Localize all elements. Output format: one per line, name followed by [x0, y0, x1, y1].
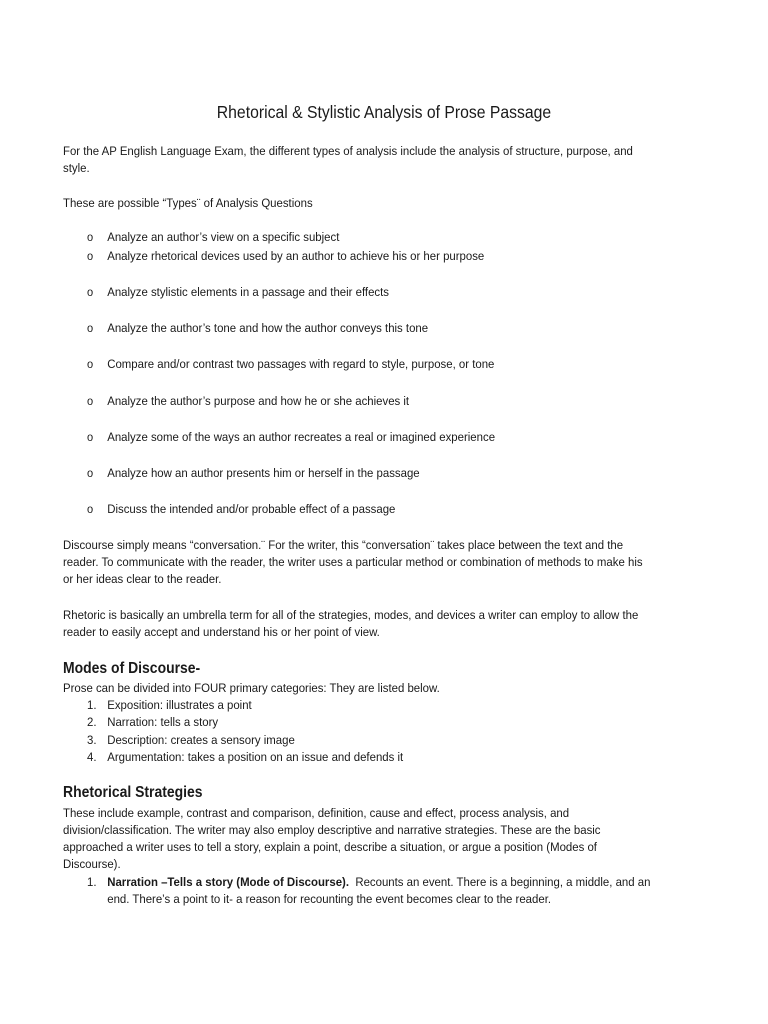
list-item-text: Analyze an author’s view on a specific subject: [107, 230, 340, 244]
list-number: 4.: [87, 750, 97, 764]
list-number: 2.: [87, 715, 97, 729]
discourse-line-1: Discourse simply means “conversation.¨ For the writer, this “conversation¨ takes place between the text and the: [63, 538, 624, 552]
intro-line-2: style.: [63, 161, 90, 175]
strategies-heading: Rhetorical Strategies: [63, 784, 203, 801]
page-title: Rhetorical & Stylistic Analysis of Prose Passage: [216, 102, 552, 122]
list-item-text: Description: creates a sensory image: [107, 733, 295, 747]
strategies-line-3: approached a writer uses to tell a story, explain a point, describe a situation, or argue a position (Modes of: [63, 840, 597, 854]
list-item-text: Compare and/or contrast two passages with regard to style, purpose, or tone: [107, 357, 495, 371]
rhetoric-paragraph: [63, 607, 707, 641]
bullet-icon: o: [87, 394, 94, 408]
narration-line-2: end. There’s a point to it- a reason for recounting the event becomes clear to the reader.: [107, 892, 552, 906]
rhetoric-line-2: reader to easily accept and understand his or her point of view.: [63, 625, 380, 639]
narration-bold-label: Narration –Tells a story (Mode of Discourse).: [107, 875, 350, 889]
list-item-text: Narration: tells a story: [107, 715, 219, 729]
list-number: 1.: [87, 698, 97, 712]
strategies-line-2: division/classification. The writer may also employ descriptive and narrative strategies. These are the basic: [63, 823, 601, 837]
bullet-icon: o: [87, 285, 94, 299]
list-item-text: Analyze stylistic elements in a passage and their effects: [107, 285, 390, 299]
bullet-icon: o: [87, 466, 94, 480]
bullet-icon: o: [87, 357, 94, 371]
modes-lead: Prose can be divided into FOUR primary categories: They are listed below.: [63, 681, 440, 695]
bullet-icon: o: [87, 230, 94, 244]
discourse-line-2: reader. To communicate with the reader, the writer uses a particular method or combination of methods to make his: [63, 555, 643, 569]
list-item-text: Analyze the author’s tone and how the author conveys this tone: [107, 321, 429, 335]
list-item-text: Argumentation: takes a position on an issue and defends it: [107, 750, 404, 764]
list-item-text: Analyze rhetorical devices used by an author to achieve his or her purpose: [107, 249, 485, 263]
list-item-text: Analyze how an author presents him or herself in the passage: [107, 466, 420, 480]
types-lead: These are possible “Types¨ of Analysis Questions: [63, 196, 313, 210]
modes-heading: Modes of Discourse-: [63, 660, 201, 677]
discourse-line-3: or her ideas clear to the reader.: [63, 572, 222, 586]
list-number: 3.: [87, 733, 97, 747]
intro-line-1: For the AP English Language Exam, the different types of analysis include the analysis of structure, purpose, and: [63, 144, 633, 158]
strategies-paragraph: [63, 805, 707, 873]
list-item-text: Discuss the intended and/or probable effect of a passage: [107, 502, 396, 516]
list-item-text: Exposition: illustrates a point: [107, 698, 252, 712]
list-item-text: Analyze the author’s purpose and how he or she achieves it: [107, 394, 410, 408]
strategies-line-4: Discourse).: [63, 857, 121, 871]
bullet-icon: o: [87, 249, 94, 263]
list-number: 1.: [87, 875, 97, 889]
list-item-text: Analyze some of the ways an author recreates a real or imagined experience: [107, 430, 496, 444]
bullet-icon: o: [87, 321, 94, 335]
rhetoric-line-1: Rhetoric is basically an umbrella term for all of the strategies, modes, and devices a writer can employ to allow the: [63, 608, 639, 622]
list-item-text: [107, 874, 650, 891]
intro-paragraph: [63, 143, 707, 177]
strategies-line-1: These include example, contrast and comparison, definition, cause and effect, process analysis, and: [63, 806, 570, 820]
narration-description: Recounts an event. There is a beginning, a middle, and an: [349, 875, 651, 889]
bullet-icon: o: [87, 502, 94, 516]
discourse-paragraph: [63, 537, 707, 588]
bullet-icon: o: [87, 430, 94, 444]
